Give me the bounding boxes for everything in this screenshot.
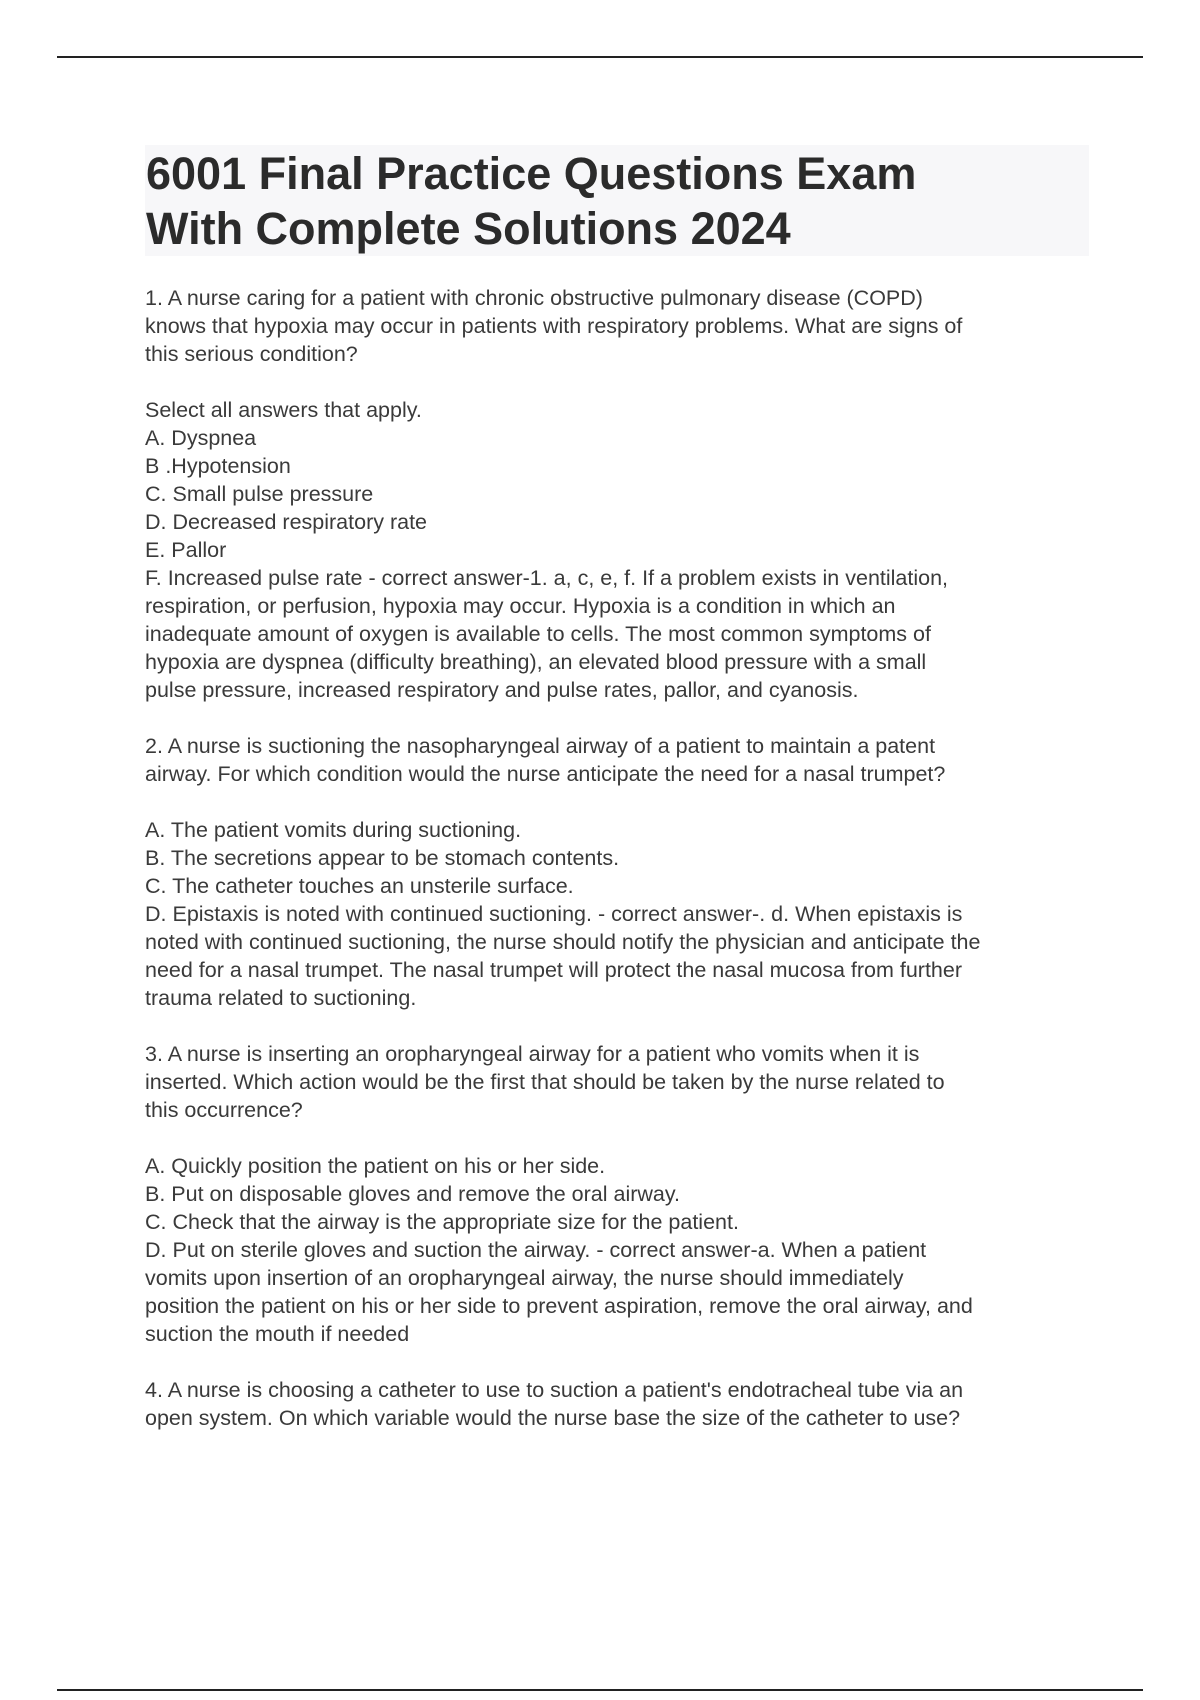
option-a: A. The patient vomits during suctioning. [145,818,522,842]
document-title [145,145,1089,256]
option-c: C. The catheter touches an unsterile surface. [145,874,574,898]
spacer [145,1124,1095,1152]
top-rule [57,56,1143,58]
question-1-answers [145,396,1095,704]
explanation-line: pulse pressure, increased respiratory and pulse rates, pallor, and cyanosis. [145,678,859,702]
option-f-with-answer: F. Increased pulse rate - correct answer-1. a, c, e, f. If a problem exists in ventilation, [145,566,949,590]
prompt-line: open system. On which variable would the nurse base the size of the catheter to use? [145,1406,961,1430]
question-2-prompt [145,732,1095,788]
question-2 [145,732,1095,1012]
prompt-line: inserted. Which action would be the first that should be taken by the nurse related to [145,1070,945,1094]
option-d-with-answer: D. Put on sterile gloves and suction the airway. - correct answer-a. When a patient [145,1238,927,1262]
question-3-answers [145,1152,1095,1348]
explanation-line: inadequate amount of oxygen is available to cells. The most common symptoms of [145,622,931,646]
question-1 [145,284,1095,704]
prompt-line: knows that hypoxia may occur in patients with respiratory problems. What are signs of [145,314,963,338]
option-b: B. Put on disposable gloves and remove the oral airway. [145,1182,681,1206]
option-b: B. The secretions appear to be stomach contents. [145,846,620,870]
question-4 [145,1376,1095,1432]
explanation-line: noted with continued suctioning, the nurse should notify the physician and anticipate the [145,930,981,954]
option-a: A. Dyspnea [145,426,257,450]
title-line-1: 6001 Final Practice Questions Exam [146,148,917,199]
spacer [145,788,1095,816]
prompt-line: 1. A nurse caring for a patient with chronic obstructive pulmonary disease (COPD) [145,286,923,310]
prompt-line: this serious condition? [145,342,358,366]
question-list [145,284,1095,1432]
prompt-line: 4. A nurse is choosing a catheter to use to suction a patient's endotracheal tube via an [145,1378,964,1402]
explanation-line: respiration, or perfusion, hypoxia may occur. Hypoxia is a condition in which an [145,594,896,618]
explanation-line: suction the mouth if needed [145,1322,410,1346]
bottom-rule [57,1689,1143,1691]
explanation-line: hypoxia are dyspnea (difficulty breathing), an elevated blood pressure with a small [145,650,927,674]
spacer [145,1348,1095,1376]
option-d-with-answer: D. Epistaxis is noted with continued suctioning. - correct answer-. d. When epistaxis is [145,902,963,926]
prompt-line: 3. A nurse is inserting an oropharyngeal airway for a patient who vomits when it is [145,1042,920,1066]
title-line-2: With Complete Solutions 2024 [146,203,791,254]
explanation-line: need for a nasal trumpet. The nasal trumpet will protect the nasal mucosa from further [145,958,962,982]
question-3 [145,1040,1095,1348]
spacer [145,704,1095,732]
question-1-prompt [145,284,1095,368]
explanation-line: position the patient on his or her side to prevent aspiration, remove the oral airway, and [145,1294,973,1318]
option-d: D. Decreased respiratory rate [145,510,427,534]
prompt-line: this occurrence? [145,1098,303,1122]
explanation-line: vomits upon insertion of an oropharyngeal airway, the nurse should immediately [145,1266,904,1290]
prompt-line: airway. For which condition would the nurse anticipate the need for a nasal trumpet? [145,762,946,786]
spacer [145,368,1095,396]
option-e: E. Pallor [145,538,227,562]
question-4-prompt [145,1376,1095,1432]
option-a: A. Quickly position the patient on his or her side. [145,1154,606,1178]
instruction-line: Select all answers that apply. [145,398,422,422]
question-2-answers [145,816,1095,1012]
option-c: C. Check that the airway is the appropriate size for the patient. [145,1210,739,1234]
explanation-line: trauma related to suctioning. [145,986,417,1010]
option-b: B .Hypotension [145,454,291,478]
question-3-prompt [145,1040,1095,1124]
prompt-line: 2. A nurse is suctioning the nasopharyngeal airway of a patient to maintain a patent [145,734,936,758]
spacer [145,1012,1095,1040]
option-c: C. Small pulse pressure [145,482,374,506]
